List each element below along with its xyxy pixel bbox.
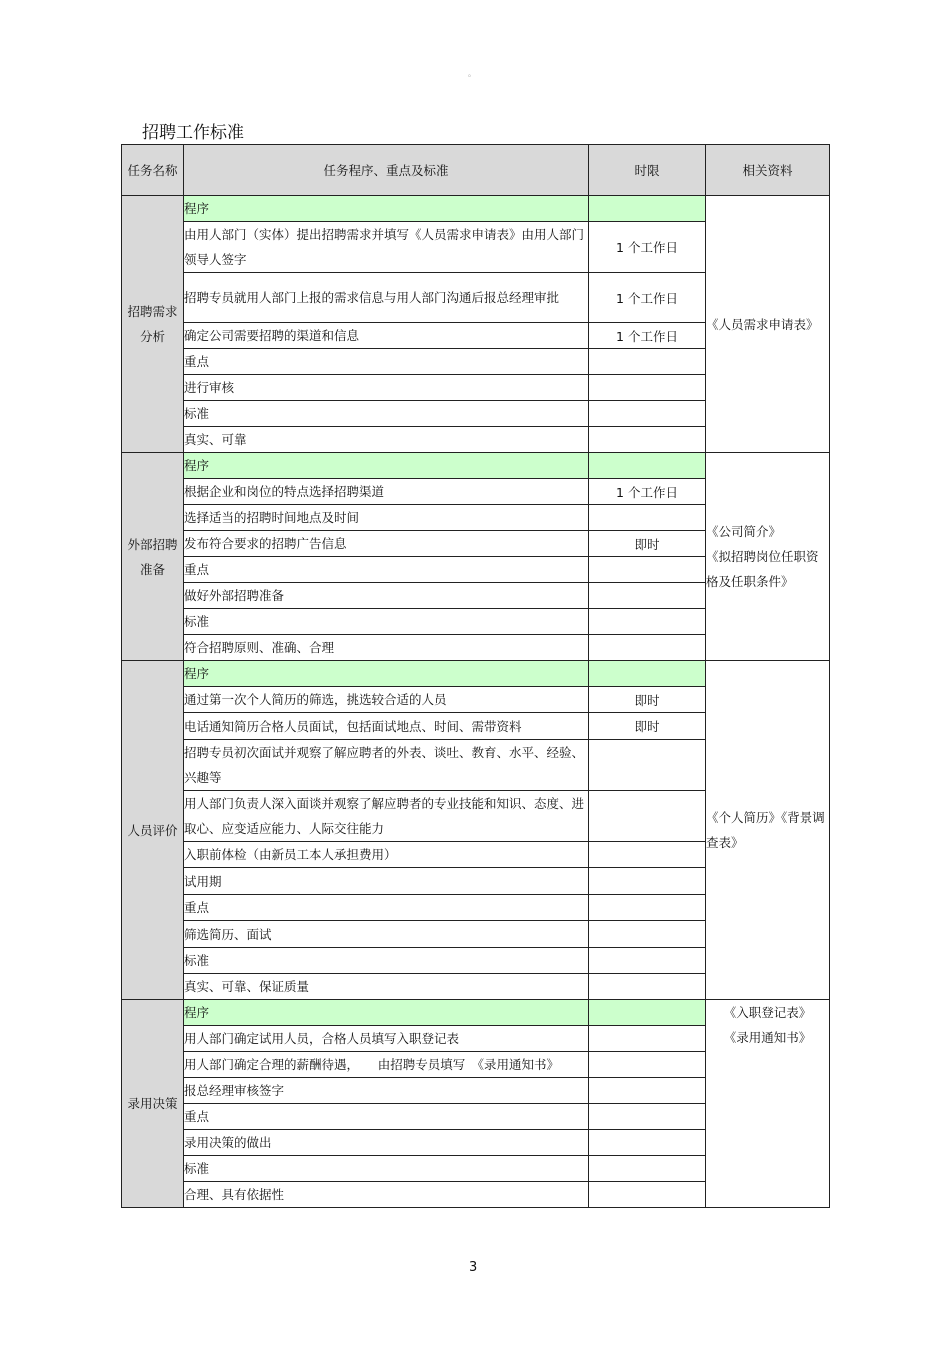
procedure-step-cell: 重点: [184, 1104, 589, 1130]
time-limit-cell: [589, 895, 706, 921]
time-limit-cell: [589, 635, 706, 661]
time-limit-cell: [589, 1156, 706, 1182]
time-limit-cell: [589, 1130, 706, 1156]
procedure-step-cell: 用人部门确定试用人员，合格人员填写入职登记表: [184, 1026, 589, 1052]
table-row: [122, 661, 830, 687]
time-limit-cell: 1 个工作日: [589, 222, 706, 273]
procedure-step-cell: 录用决策的做出: [184, 1130, 589, 1156]
time-limit-cell: 1 个工作日: [589, 479, 706, 505]
procedure-step-cell: 选择适当的招聘时间地点及时间: [184, 505, 589, 531]
time-limit-cell: [589, 349, 706, 375]
header-procedure: 任务程序、重点及标准: [184, 145, 589, 196]
time-limit-cell: 1 个工作日: [589, 323, 706, 349]
recruitment-standard-table: [121, 144, 830, 1208]
header-time-limit: 时限: [589, 145, 706, 196]
page-number: 3: [469, 1260, 478, 1275]
procedure-step-cell: 由用人部门（实体）提出招聘需求并填写《人员需求申请表》由用人部门领导人签字: [184, 222, 589, 273]
procedure-step-cell: 试用期: [184, 868, 589, 895]
procedure-step-cell: 标准: [184, 948, 589, 974]
reference-doc-name: 《录用通知书》: [723, 1030, 812, 1045]
time-limit-cell: 即时: [589, 713, 706, 740]
procedure-step-cell: 发布符合要求的招聘广告信息: [184, 531, 589, 557]
procedure-step-cell: 电话通知简历合格人员面试，包括面试地点、时间、需带资料: [184, 713, 589, 740]
time-limit-cell: [589, 921, 706, 948]
reference-docs-cell: [706, 196, 830, 453]
procedure-step-cell: 通过第一次个人简历的筛选，挑选较合适的人员: [184, 687, 589, 713]
time-limit-cell: [589, 1104, 706, 1130]
procedure-step-cell: 合理、具有依据性: [184, 1182, 589, 1208]
procedure-step-cell: 用人部门负责人深入面谈并观察了解应聘者的专业技能和知识、态度、进取心、应变适应能力、人际交往能力: [184, 791, 589, 842]
time-limit-cell: [589, 583, 706, 609]
time-limit-cell: [589, 842, 706, 868]
procedure-step-cell: 标准: [184, 1156, 589, 1182]
procedure-step-cell: 入职前体检（由新员工本人承担费用）: [184, 842, 589, 868]
time-limit-cell: 即时: [589, 687, 706, 713]
time-limit-cell: [589, 974, 706, 1000]
header-reference: 相关资料: [706, 145, 830, 196]
task-category-cell: 外部招聘准备: [122, 453, 184, 661]
time-limit-cell: [589, 1078, 706, 1104]
procedure-step-cell: 筛选简历、面试: [184, 921, 589, 948]
procedure-label-cell: 程序: [184, 1000, 589, 1026]
procedure-step-cell: 标准: [184, 401, 589, 427]
table-row: [122, 196, 830, 222]
procedure-step-cell: 招聘专员初次面试并观察了解应聘者的外表、谈吐、教育、水平、经验、兴趣等: [184, 740, 589, 791]
time-limit-cell: [589, 740, 706, 791]
table-row: [122, 1000, 830, 1026]
time-limit-cell: [589, 505, 706, 531]
table-header-row: [122, 145, 830, 196]
procedure-step-cell: 做好外部招聘准备: [184, 583, 589, 609]
procedure-step-cell: 报总经理审核签字: [184, 1078, 589, 1104]
task-category-cell: 招聘需求分析: [122, 196, 184, 453]
reference-docs-cell: [706, 1000, 830, 1208]
procedure-step-cell: 用人部门确定合理的薪酬待遇， 由招聘专员填写 《录用通知书》: [184, 1052, 589, 1078]
time-limit-cell: [589, 791, 706, 842]
reference-doc-name: 《人员需求申请表》: [706, 316, 819, 332]
reference-doc-name: 《公司简介》: [706, 524, 782, 539]
procedure-step-cell: 重点: [184, 349, 589, 375]
procedure-step-cell: 根据企业和岗位的特点选择招聘渠道: [184, 479, 589, 505]
time-limit-cell: [589, 868, 706, 895]
table-row: [122, 453, 830, 479]
time-limit-cell: [589, 661, 706, 687]
procedure-step-cell: 真实、可靠、保证质量: [184, 974, 589, 1000]
procedure-step-cell: 确定公司需要招聘的渠道和信息: [184, 323, 589, 349]
procedure-label-cell: 程序: [184, 453, 589, 479]
procedure-step-cell: 标准: [184, 609, 589, 635]
task-category-cell: 录用决策: [122, 1000, 184, 1208]
document-title: 招聘工作标准: [142, 123, 244, 143]
time-limit-cell: [589, 609, 706, 635]
reference-docs-cell: [706, 453, 830, 661]
procedure-step-cell: 真实、可靠: [184, 427, 589, 453]
time-limit-cell: [589, 557, 706, 583]
time-limit-cell: [589, 401, 706, 427]
procedure-step-cell: 招聘专员就用人部门上报的需求信息与用人部门沟通后报总经理审批: [184, 273, 589, 323]
reference-doc-name: 《入职登记表》: [723, 1005, 812, 1020]
header-task-name: 任务名称: [122, 145, 184, 196]
procedure-step-cell: 重点: [184, 895, 589, 921]
procedure-step-cell: 符合招聘原则、准确、合理: [184, 635, 589, 661]
time-limit-cell: 即时: [589, 531, 706, 557]
time-limit-cell: [589, 375, 706, 401]
reference-doc-name: 《拟招聘岗位任职资格及任职条件》: [706, 549, 819, 589]
time-limit-cell: [589, 1026, 706, 1052]
time-limit-cell: [589, 196, 706, 222]
page-top-mark: 。: [468, 69, 476, 78]
procedure-step-cell: 重点: [184, 557, 589, 583]
procedure-step-cell: 进行审核: [184, 375, 589, 401]
time-limit-cell: [589, 1052, 706, 1078]
time-limit-cell: 1 个工作日: [589, 273, 706, 323]
procedure-label-cell: 程序: [184, 196, 589, 222]
procedure-label-cell: 程序: [184, 661, 589, 687]
reference-doc-name: 《个人简历》《背景调查表》: [706, 810, 825, 850]
time-limit-cell: [589, 453, 706, 479]
time-limit-cell: [589, 1000, 706, 1026]
time-limit-cell: [589, 427, 706, 453]
reference-docs-cell: [706, 661, 830, 1000]
time-limit-cell: [589, 1182, 706, 1208]
task-category-cell: 人员评价: [122, 661, 184, 1000]
time-limit-cell: [589, 948, 706, 974]
